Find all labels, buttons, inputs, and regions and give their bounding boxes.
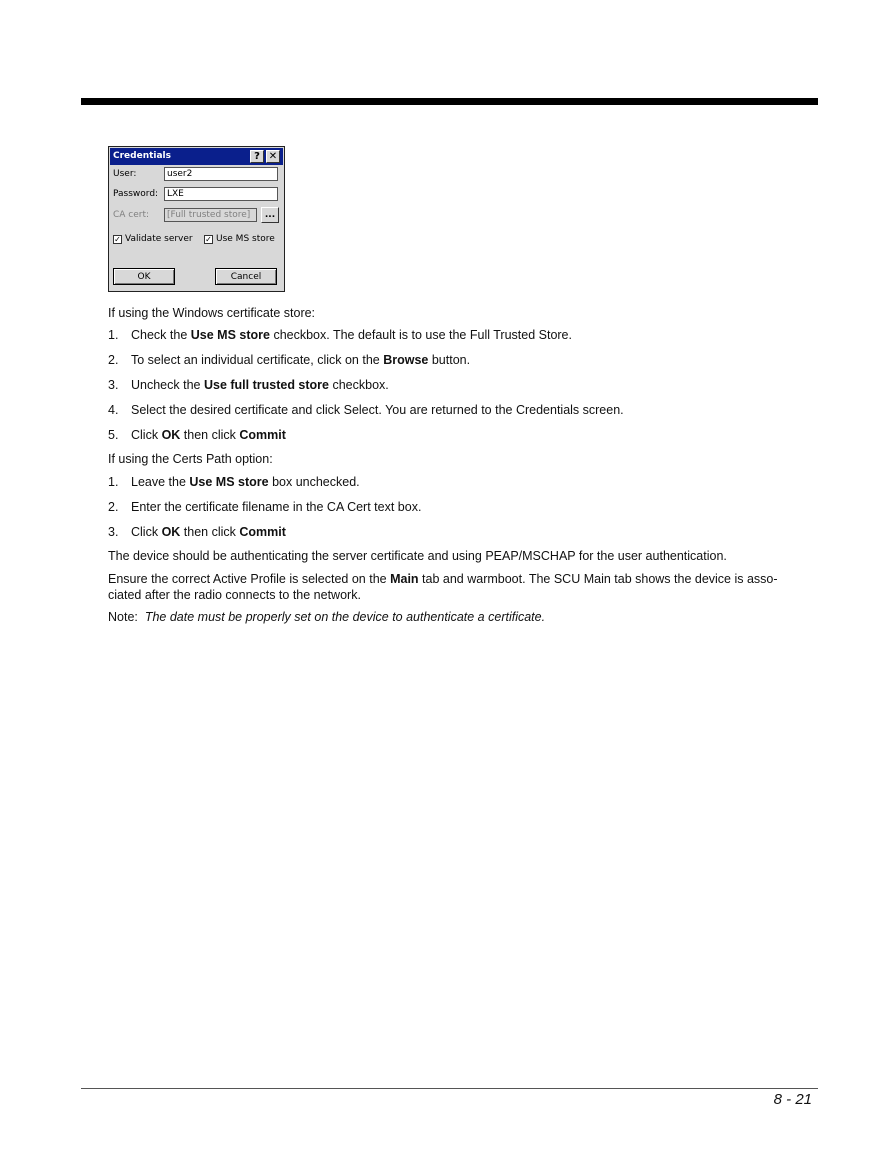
auth-paragraph: The device should be authenticating the server certificate and using PEAP/MSCHAP for the user authentication.	[108, 549, 727, 563]
ok-button[interactable]: OK	[113, 268, 175, 285]
dialog-title: Credentials	[113, 151, 172, 161]
user-label: User:	[113, 169, 137, 179]
credentials-dialog	[108, 146, 285, 292]
use-ms-store-checkbox[interactable]	[204, 234, 275, 244]
use-ms-store-label: Use MS store	[216, 234, 275, 244]
note-text: The date must be properly set on the device to authenticate a certificate.	[144, 610, 546, 624]
page-number: 8 - 21	[773, 1091, 812, 1108]
ca-cert-label: CA cert:	[113, 210, 150, 220]
browse-button[interactable]: ...	[261, 207, 279, 223]
ca-cert-field: [Full trusted store]	[164, 208, 257, 222]
dialog-titlebar	[110, 148, 283, 165]
windows-intro: If using the Windows certificate store:	[108, 306, 316, 320]
user-field[interactable]: user2	[164, 167, 278, 181]
note	[108, 609, 820, 625]
close-button[interactable]: ✕	[266, 150, 280, 163]
validate-server-label: Validate server	[125, 234, 193, 244]
checkmark-icon: ✓	[114, 234, 121, 244]
cancel-button[interactable]: Cancel	[215, 268, 277, 285]
password-field[interactable]: LXE	[164, 187, 278, 201]
ensure-paragraph: Ensure the correct Active Profile is selected on the Main tab and warmboot. The SCU Main tab shows the device is asso- ciated after the radio connects to the network.	[108, 572, 778, 602]
certs-intro: If using the Certs Path option:	[108, 452, 273, 466]
help-button[interactable]: ?	[250, 150, 264, 163]
header-rule	[81, 98, 818, 105]
checkmark-icon: ✓	[205, 234, 212, 244]
note-label: Note:	[108, 610, 138, 624]
validate-server-checkbox[interactable]	[113, 234, 193, 244]
password-label: Password:	[113, 189, 159, 199]
footer-rule	[81, 1088, 818, 1089]
